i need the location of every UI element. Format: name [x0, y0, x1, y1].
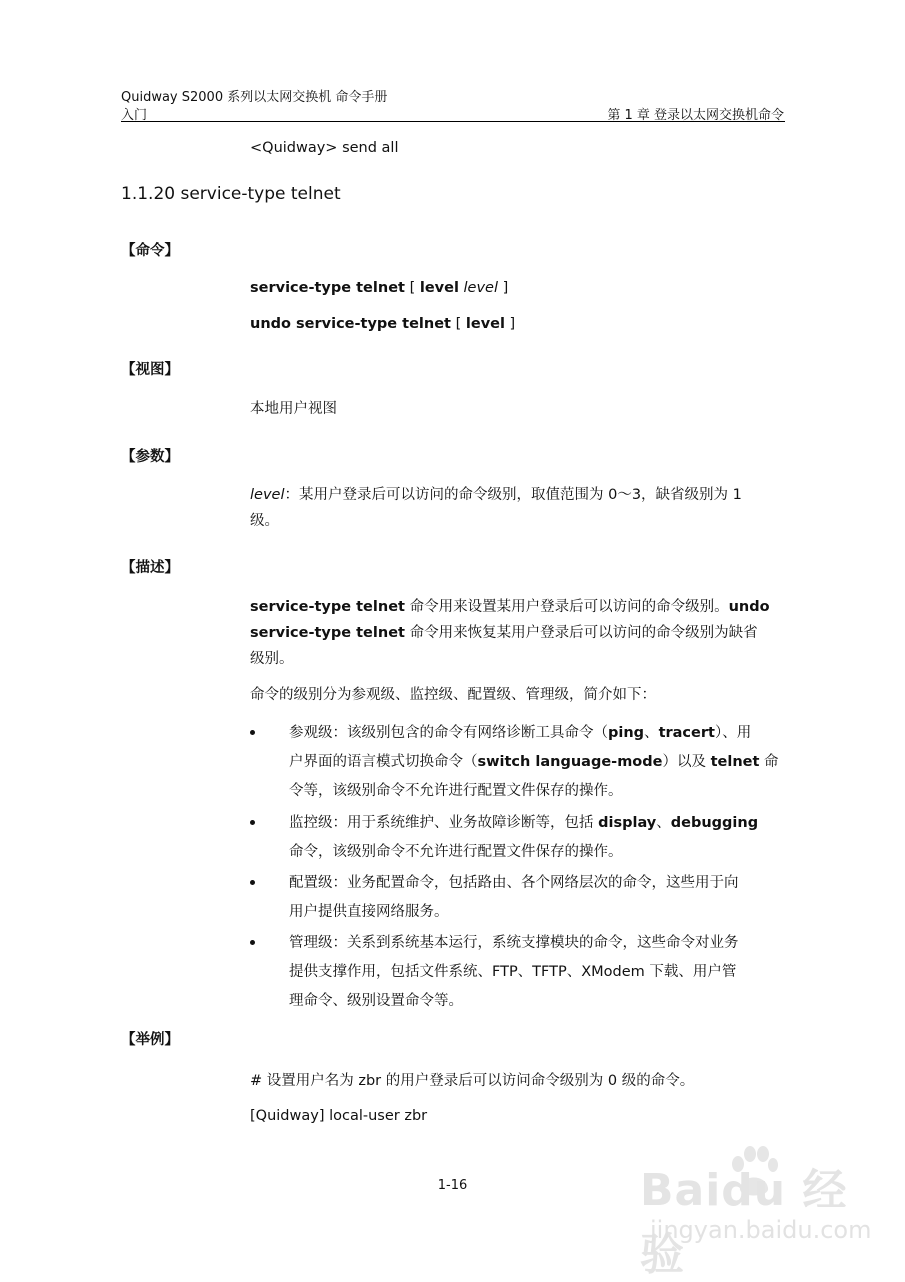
keyword-level: level — [419, 280, 459, 296]
view-text: 本地用户视图 — [250, 401, 337, 417]
desc-command: service-type telnet — [250, 599, 405, 615]
bullet-dot — [250, 820, 255, 825]
command-syntax-1 — [250, 273, 786, 303]
desc-p2: 命令的级别分为参观级、监控级、配置级、管理级，简介如下： — [250, 687, 656, 703]
list-item-line: 理命令、级别设置命令等。 — [289, 993, 463, 1009]
tag-view: 【视图】 — [121, 362, 179, 378]
tag-params: 【参数】 — [121, 449, 179, 465]
header-divider — [121, 121, 785, 122]
tag-desc: 【描述】 — [121, 560, 179, 576]
argument-level: level — [458, 280, 499, 296]
list-item-line: 管理级：关系到系统基本运行，系统支撑模块的命令，这些命令对业务 — [289, 935, 739, 951]
baidu-watermark — [640, 1142, 875, 1280]
example-command: [Quidway] local-user zbr — [250, 1108, 428, 1124]
section-title: 1.1.20 service-type telnet — [121, 184, 341, 204]
desc-undo: undo — [728, 599, 770, 615]
bracket-close: ] — [504, 316, 516, 332]
command-name: service-type telnet — [250, 280, 405, 296]
desc-text: 命令用来恢复某用户登录后可以访问的命令级别为缺省 — [404, 625, 758, 641]
bullet-dot — [250, 940, 255, 945]
bracket-open: [ — [404, 280, 420, 296]
param-desc: ：某用户登录后可以访问的命令级别，取值范围为 0～3，缺省级别为 1 — [284, 487, 742, 503]
command-syntax-2 — [250, 309, 786, 339]
desc-p1-line3: 级别。 — [250, 651, 294, 667]
list-item-line: 监控级：用于系统维护、业务故障诊断等，包括 display、debugging — [289, 815, 759, 831]
bullet-dot — [250, 730, 255, 735]
bracket-open: [ — [451, 316, 466, 332]
bullet-dot — [250, 880, 255, 885]
desc-command-2: service-type telnet — [250, 625, 405, 641]
list-item-line: 命令，该级别命令不允许进行配置文件保存的操作。 — [289, 844, 623, 860]
list-item-config-level — [250, 868, 786, 928]
tag-command: 【命令】 — [121, 243, 179, 259]
list-item-line: 提供支撑作用，包括文件系统、FTP、TFTP、XModem 下载、用户管 — [289, 964, 737, 980]
undo-command-name: undo service-type telnet — [250, 316, 451, 332]
list-item-line: 用户提供直接网络服务。 — [289, 904, 449, 920]
list-item-line: 参观级：该级别包含的命令有网络诊断工具命令（ping、tracert）、用 — [289, 725, 752, 741]
list-item-manage-level — [250, 928, 786, 1018]
list-item-line: 配置级：业务配置命令，包括路由、各个网络层次的命令，这些用于向 — [289, 875, 739, 891]
list-item-line: 户界面的语言模式切换命令（switch language-mode）以及 telnet 命 — [289, 754, 779, 770]
desc-text: 命令用来设置某用户登录后可以访问的命令级别。 — [404, 599, 729, 615]
list-item-line: 令等，该级别命令不允许进行配置文件保存的操作。 — [289, 783, 623, 799]
bracket-close: ] — [498, 280, 509, 296]
tag-example: 【举例】 — [121, 1032, 179, 1048]
param-name: level — [250, 487, 285, 503]
page-number: 1-16 — [437, 1178, 468, 1193]
param-level-line2: 级。 — [250, 513, 279, 529]
header-title: Quidway S2000 系列以太网交换机 命令手册 — [121, 90, 388, 105]
keyword-level: level — [465, 316, 505, 332]
watermark-url: jingyan.baidu.com — [650, 1216, 872, 1244]
watermark-logo: Baidu 经验 — [640, 1165, 848, 1280]
header-chapter: 第 1 章 登录以太网交换机命令 — [607, 108, 784, 123]
list-item-monitor-level — [250, 808, 786, 868]
top-command: <Quidway> send all — [250, 140, 399, 156]
header-subtitle: 入门 — [121, 108, 148, 123]
list-item-guest-level — [250, 718, 786, 808]
example-comment: # 设置用户名为 zbr 的用户登录后可以访问命令级别为 0 级的命令。 — [250, 1073, 695, 1089]
